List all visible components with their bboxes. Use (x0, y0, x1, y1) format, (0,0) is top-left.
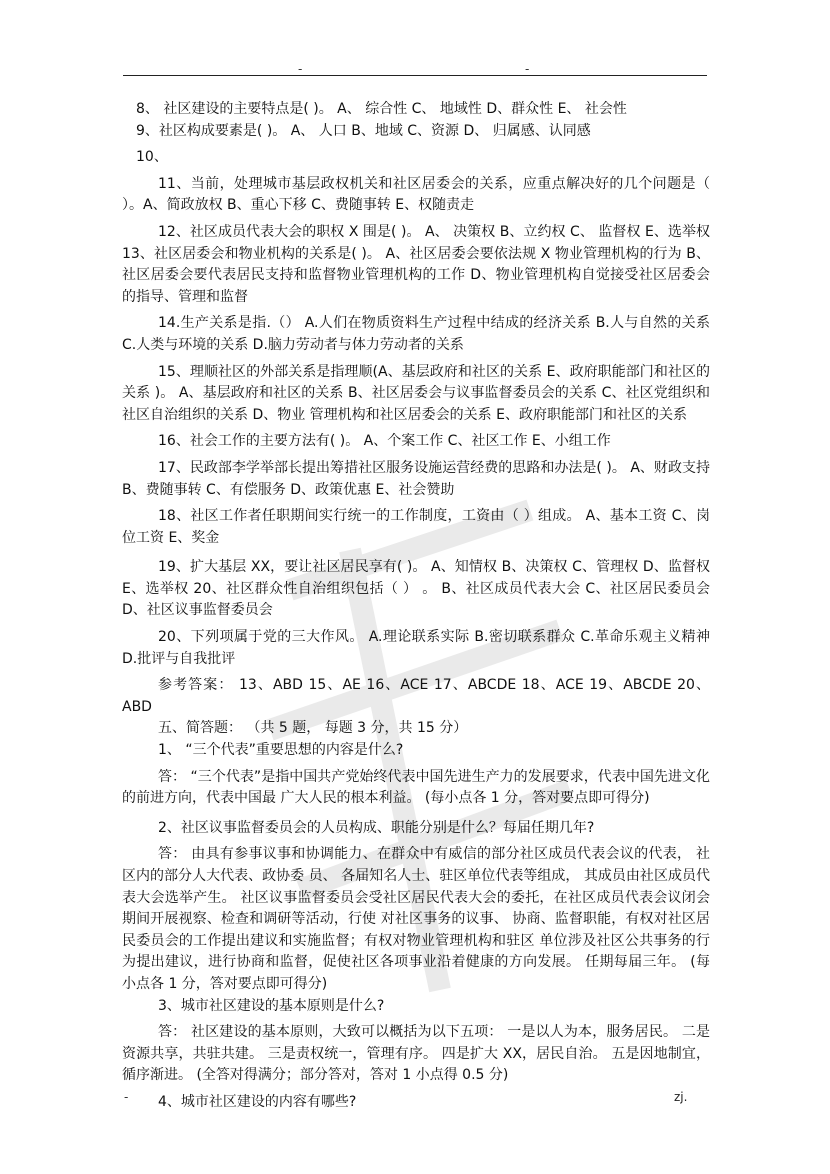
header-left-mark: - (298, 62, 303, 76)
question-16: 16、社会工作的主要方法有( )。 A、个案工作 C、社区工作 E、小组工作 (158, 433, 611, 450)
header-rule (123, 75, 707, 76)
question-8: 8、 社区建设的主要特点是( )。 A、 综合性 C、 地域性 D、群众性 E、 社会性 (136, 101, 627, 117)
question-14: 14.生产关系是指.（） A.人们在物质资料生产过程中结成的经济关系 B.人与自然的关系 C.人类与环境的关系 D.脑力劳动者与体力劳动者的关系 (122, 315, 710, 353)
footer-left-mark: - (124, 1090, 129, 1104)
short-question-3: 3、城市社区建设的基本原则是什么? (158, 997, 385, 1014)
short-answer-1: 答： “三个代表”是指中国共产党始终代表中国先进生产力的发展要求，代表中国先进文化的前进方向，代表中国最 广大人民的根本利益。 (每小点各 1 分，答对要点即可得分) (122, 768, 710, 807)
header-right-mark: - (525, 62, 530, 76)
short-answer-2: 答： 由具有参事议事和协调能力、在群众中有威信的部分社区成员代表会议的代表， 社区内的部分人大代表、政协委 员、 各届知名人士、驻区单位代表等组成， 其成员由社区成员代表大会选举产生。 社区议事监督委员会受社区居民代表大会的委托，在社区成员代表会议闭会期间开展视察、检查和调研等活动，行使 对社区事务的议事、 协商、监督职能，有权对社区居民委员会的工作提出建议和实施监督；有权对物业管理机构和驻区 单位涉及社区公共事务的行为提出建议，进行协商和监督，促使社区各项事业沿着健康的方向发展。 任期每届三年。 (每小点各 1 分，答对要点即可得分) (122, 846, 710, 992)
short-answer-3: 答： 社区建设的基本原则，大致可以概括为以下五项： 一是以人为本，服务居民。 二是资源共享，共驻共建。 三是责权统一，管理有序。 四是扩大 XX，居民自治。 五是因地制宜，循序渐进。 (全答对得满分；部分答对，答对 1 小点得 0.5 分) (122, 1024, 710, 1084)
question-17: 17、民政部李学举部长提出筹措社区服务设施运营经费的思路和办法是( )。 A、财政支持 B、费随事转 C、有偿服务 D、政策优惠 E、社会赞助 (122, 459, 710, 498)
reference-answers: 参考答案： 13、ABD 15、AE 16、ACE 17、ABCDE 18、ACE 19、ABCDE 20、ABD (122, 677, 710, 715)
question-19-20: 19、扩大基层 XX，要让社区居民享有( )。 A、知情权 B、决策权 C、管理权 D、监督权 E、选举权 20、社区群众性自治组织包括（ ） 。 B、社区成员代表大会 C、社区居民委员会 D、社区议事监督委员会 (122, 559, 710, 619)
question-12-13: 12、社区成员代表大会的职权 X 围是( )。 A、 决策权 B、立约权 C、 监督权 E、选举权 13、社区居委会和物业机构的关系是( )。 A、社区居委会要依法规 X 物业管理机构的行为 B、社区居委会要代表居民支持和监督物业管理机构的工作 D、物业管理机构自觉接受社区居委会的指导、管理和监督 (122, 223, 710, 305)
question-11: 11、当前，处理城市基层政权机关和社区居委会的关系，应重点解决好的几个问题是（ ）。A、简政放权 B、重心下移 C、费随事转 E、权随责走 (122, 175, 710, 214)
section-title: 五、简答题： （共 5 题， 每题 3 分，共 15 分） (158, 720, 468, 737)
question-15: 15、理顺社区的外部关系是指理顺(A、基层政府和社区的关系 E、政府职能部门和社区的关系 )。 A、基层政府和社区的关系 B、社区居委会与议事监督委员会的关系 C、社区党组织和社区自治组织的关系 D、物业 管理机构和社区居委会的关系 E、政府职能部门和社区的关系 (122, 363, 710, 423)
question-20-party: 20、下列项属于党的三大作风。 A.理论联系实际 B.密切联系群众 C.革命乐观主义精神 D.批评与自我批评 (122, 629, 710, 667)
question-9: 9、社区构成要素是( )。 A、 人口 B、地域 C、资源 D、 归属感、认同感 (136, 122, 591, 139)
document-body (122, 99, 710, 1114)
question-18: 18、社区工作者任职期间实行统一的工作制度，工资由（ ）组成。 A、基本工资 C、岗位工资 E、奖金 (122, 508, 710, 546)
question-10: 10、 (136, 149, 168, 166)
short-question-4: 4、城市社区建设的内容有哪些? (158, 1093, 357, 1110)
footer-right-mark: zj. (674, 1090, 688, 1104)
short-question-2: 2、社区议事监督委员会的人员构成、职能分别是什么？每届任期几年? (158, 819, 595, 836)
short-question-1: 1、 “三个代表”重要思想的内容是什么? (158, 742, 404, 759)
